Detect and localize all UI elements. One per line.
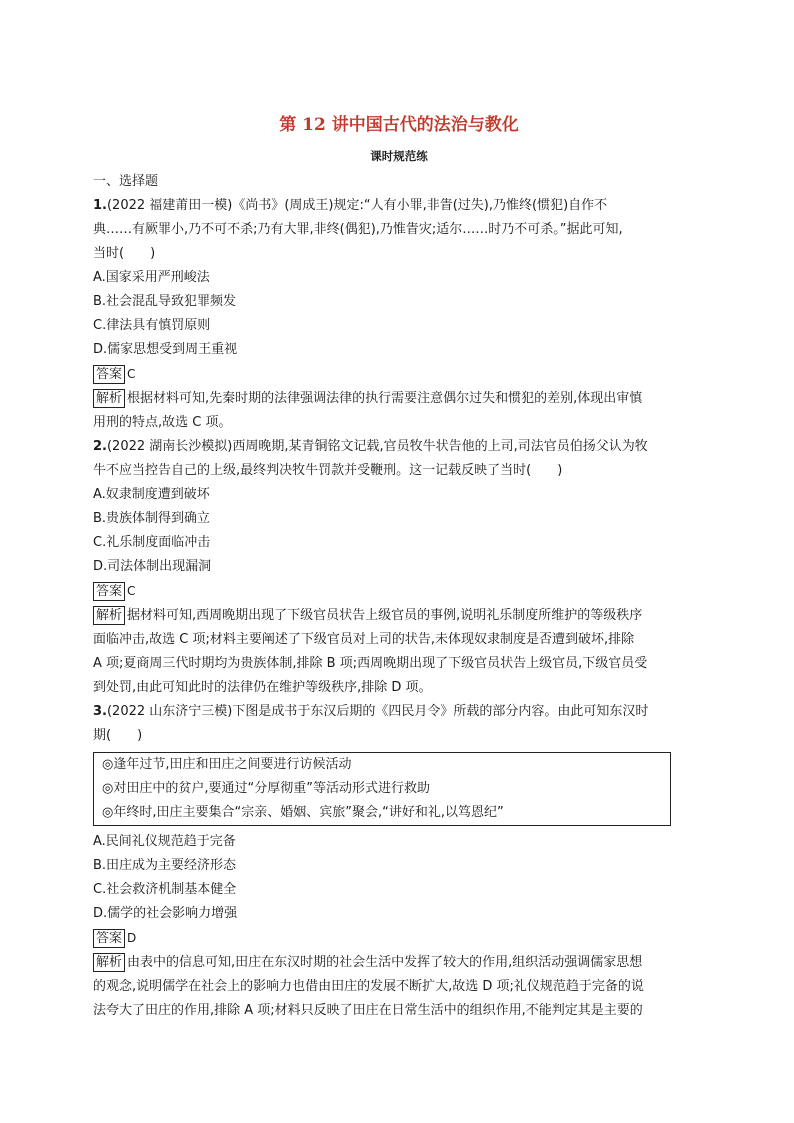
question-text-line: 期( ) — [93, 728, 143, 743]
analysis-line: 解析 由表中的信息可知,田庄在东汉时期的社会生活中发挥了较大的作用,组织活动强调儒家思想 — [93, 951, 705, 975]
analysis-line: A 项;夏商周三代时期均为贵族体制,排除 B 项;西周晚期出现了下级官员状告上级官员,下级官员受 — [93, 656, 648, 671]
analysis-line: 面临冲击,故选 C 项;材料主要阐述了下级官员对上司的状告,未体现奴隶制度是否遭到破坏,排除 — [93, 632, 635, 647]
answer-line — [93, 362, 705, 387]
analysis-line: 解析 根据材料可知,先秦时期的法律强调法律的执行需要注意偶尔过失和惯犯的差别,体现出审慎 — [93, 387, 705, 411]
option-d: D.儒家思想受到周王重视 — [93, 342, 238, 357]
material-item: ◎对田庄中的贫户,要通过“分厚彻重”等活动形式进行救助 — [102, 781, 430, 796]
page-title: 第 12 讲中国古代的法治与教化 — [279, 115, 519, 135]
option-c: C.社会救济机制基本健全 — [93, 882, 237, 897]
page-subtitle: 课时规范练 — [370, 149, 428, 163]
question-text-line: 典……有厥罪小,乃不可不杀;乃有大罪,非终(偶犯),乃惟眚灾;适尔……时乃不可杀。”据此可知, — [93, 222, 623, 237]
option-b: B.社会混乱导致犯罪频发 — [93, 294, 237, 309]
option-b: B.贵族体制得到确立 — [93, 511, 211, 526]
material-item: ◎逢年过节,田庄和田庄之间要进行访候活动 — [102, 757, 352, 772]
answer-tag: 答案 — [93, 365, 125, 384]
analysis-line: 用刑的特点,故选 C 项。 — [93, 415, 232, 430]
answer-value: C — [127, 367, 136, 381]
option-b: B.田庄成为主要经济形态 — [93, 858, 237, 873]
analysis-tag: 解析 — [93, 606, 125, 625]
question-text-line: 当时( ) — [93, 246, 156, 261]
analysis-tag: 解析 — [93, 953, 125, 972]
answer-value: C — [127, 584, 136, 598]
answer-line — [93, 579, 705, 604]
question-text-line: 牛不应当控告自己的上级,最终判决牧牛罚款并受鞭刑。这一记载反映了当时( ) — [93, 463, 563, 478]
question-number: 1. — [93, 198, 107, 213]
question-text-line: 2.(2022 湖南长沙模拟)西周晚期,某青铜铭文记载,官员牧牛状告他的上司,司法官员伯扬父认为牧 — [93, 439, 648, 454]
document-body — [93, 170, 705, 1023]
option-a: A.国家采用严刑峻法 — [93, 270, 210, 285]
question-3 — [93, 700, 705, 1023]
question-1 — [93, 194, 705, 435]
option-d: D.儒学的社会影响力增强 — [93, 906, 238, 921]
question-text-line: 1.(2022 福建莆田一模)《尚书》(周成王)规定:“人有小罪,非眚(过失),乃惟终(惯犯)自作不 — [93, 198, 608, 213]
question-number: 2. — [93, 439, 107, 454]
question-text-line: 3.(2022 山东济宁三模)下图是成书于东汉后期的《四民月令》所载的部分内容。由此可知东汉时 — [93, 704, 649, 719]
material-item: ◎年终时,田庄主要集合“宗亲、婚姻、宾旅”聚会,“讲好和礼,以笃恩纪” — [102, 805, 504, 820]
option-a: A.民间礼仪规范趋于完备 — [93, 834, 236, 849]
question-2 — [93, 435, 705, 700]
answer-line — [93, 926, 705, 951]
material-box — [93, 752, 671, 826]
analysis-line: 到处罚,由此可知此时的法律仍在维护等级秩序,排除 D 项。 — [93, 680, 432, 695]
option-c: C.礼乐制度面临冲击 — [93, 535, 211, 550]
option-c: C.律法具有慎罚原则 — [93, 318, 211, 333]
option-d: D.司法体制出现漏洞 — [93, 559, 212, 574]
option-a: A.奴隶制度遭到破坏 — [93, 487, 210, 502]
section-heading: 一、选择题 — [93, 174, 159, 189]
answer-value: D — [127, 931, 137, 945]
answer-tag: 答案 — [93, 929, 125, 948]
answer-tag: 答案 — [93, 582, 125, 601]
question-number: 3. — [93, 704, 107, 719]
analysis-line: 解析 据材料可知,西周晚期出现了下级官员状告上级官员的事例,说明礼乐制度所维护的等级秩序 — [93, 604, 705, 628]
analysis-line: 法夸大了田庄的作用,排除 A 项;材料只反映了田庄在日常生活中的组织作用,不能判定其是主要的 — [93, 1003, 643, 1018]
analysis-line: 的观念,说明儒学在社会上的影响力也借由田庄的发展不断扩大,故选 D 项;礼仪规范趋于完备的说 — [93, 979, 644, 994]
analysis-tag: 解析 — [93, 389, 125, 408]
